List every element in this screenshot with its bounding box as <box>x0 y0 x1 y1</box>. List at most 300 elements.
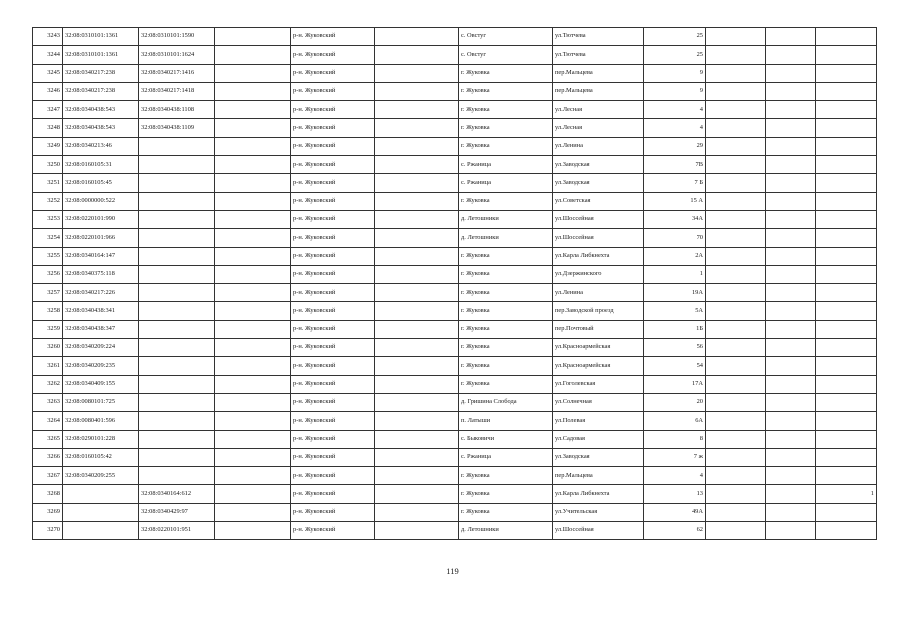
street-cell: ул.Учительская <box>553 503 644 521</box>
note-1-cell <box>706 339 766 357</box>
row-number-cell: 3251 <box>33 174 63 192</box>
cadastral-number-cell: 32:08:0220101:990 <box>63 210 139 228</box>
row-number-cell: 3259 <box>33 320 63 338</box>
note-3-cell <box>816 137 877 155</box>
extra-info-cell <box>215 503 291 521</box>
settlement-type-cell <box>375 320 459 338</box>
object-cadastral-number-cell <box>139 229 215 247</box>
locality-cell: г. Жуковка <box>459 137 553 155</box>
note-1-cell <box>706 503 766 521</box>
district-cell: р-н. Жуковский <box>291 82 375 100</box>
note-3-cell <box>816 467 877 485</box>
note-2-cell <box>766 119 816 137</box>
table-row <box>33 247 877 265</box>
settlement-type-cell <box>375 430 459 448</box>
note-3-cell <box>816 46 877 64</box>
note-1-cell <box>706 393 766 411</box>
table-row <box>33 522 877 540</box>
table-row <box>33 119 877 137</box>
note-2-cell <box>766 357 816 375</box>
note-1-cell <box>706 412 766 430</box>
table-row <box>33 467 877 485</box>
settlement-type-cell <box>375 229 459 247</box>
table-row <box>33 28 877 46</box>
note-2-cell <box>766 320 816 338</box>
note-1-cell <box>706 485 766 503</box>
settlement-type-cell <box>375 28 459 46</box>
note-3-cell <box>816 412 877 430</box>
district-cell: р-н. Жуковский <box>291 156 375 174</box>
note-1-cell <box>706 357 766 375</box>
settlement-type-cell <box>375 522 459 540</box>
row-number-cell: 3261 <box>33 357 63 375</box>
settlement-type-cell <box>375 247 459 265</box>
house-number-cell: 4 <box>644 101 706 119</box>
note-3-cell <box>816 284 877 302</box>
registry-body <box>33 28 877 540</box>
house-number-cell: 25 <box>644 46 706 64</box>
row-number-cell: 3244 <box>33 46 63 64</box>
row-number-cell: 3262 <box>33 375 63 393</box>
extra-info-cell <box>215 485 291 503</box>
house-number-cell: 7В <box>644 156 706 174</box>
settlement-type-cell <box>375 284 459 302</box>
object-cadastral-number-cell <box>139 430 215 448</box>
settlement-type-cell <box>375 467 459 485</box>
cadastral-number-cell: 32:08:0160105:42 <box>63 448 139 466</box>
table-row <box>33 448 877 466</box>
note-1-cell <box>706 229 766 247</box>
row-number-cell: 3257 <box>33 284 63 302</box>
note-2-cell <box>766 101 816 119</box>
note-3-cell <box>816 522 877 540</box>
house-number-cell: 8 <box>644 430 706 448</box>
settlement-type-cell <box>375 101 459 119</box>
settlement-type-cell <box>375 302 459 320</box>
street-cell: ул.Советская <box>553 192 644 210</box>
object-cadastral-number-cell <box>139 467 215 485</box>
note-2-cell <box>766 210 816 228</box>
extra-info-cell <box>215 247 291 265</box>
extra-info-cell <box>215 46 291 64</box>
note-3-cell <box>816 375 877 393</box>
row-number-cell: 3265 <box>33 430 63 448</box>
note-2-cell <box>766 302 816 320</box>
district-cell: р-н. Жуковский <box>291 229 375 247</box>
cadastral-number-cell: 32:08:0340209:235 <box>63 357 139 375</box>
cadastral-number-cell <box>63 522 139 540</box>
note-2-cell <box>766 412 816 430</box>
locality-cell: д. Летошники <box>459 229 553 247</box>
object-cadastral-number-cell <box>139 375 215 393</box>
note-3-cell <box>816 210 877 228</box>
cadastral-number-cell: 32:08:0340409:155 <box>63 375 139 393</box>
extra-info-cell <box>215 393 291 411</box>
extra-info-cell <box>215 210 291 228</box>
extra-info-cell <box>215 156 291 174</box>
locality-cell: г. Жуковка <box>459 247 553 265</box>
note-3-cell <box>816 64 877 82</box>
street-cell: ул.Карла Либкнехта <box>553 485 644 503</box>
note-2-cell <box>766 393 816 411</box>
locality-cell: г. Жуковка <box>459 192 553 210</box>
registry-sheet <box>32 27 877 540</box>
district-cell: р-н. Жуковский <box>291 357 375 375</box>
cadastral-number-cell: 32:08:0340375:118 <box>63 265 139 283</box>
cadastral-number-cell: 32:08:0340217:238 <box>63 64 139 82</box>
locality-cell: г. Жуковка <box>459 320 553 338</box>
object-cadastral-number-cell: 32:08:0220101:951 <box>139 522 215 540</box>
cadastral-number-cell: 32:08:0340213:46 <box>63 137 139 155</box>
row-number-cell: 3243 <box>33 28 63 46</box>
object-cadastral-number-cell <box>139 339 215 357</box>
street-cell: ул.Солнечная <box>553 393 644 411</box>
house-number-cell: 7 Б <box>644 174 706 192</box>
note-1-cell <box>706 174 766 192</box>
street-cell: пер.Мальцева <box>553 82 644 100</box>
cadastral-number-cell: 32:08:0310101:1361 <box>63 28 139 46</box>
extra-info-cell <box>215 339 291 357</box>
locality-cell: г. Жуковка <box>459 357 553 375</box>
note-2-cell <box>766 229 816 247</box>
street-cell: ул.Шоссейная <box>553 229 644 247</box>
locality-cell: г. Жуковка <box>459 467 553 485</box>
table-row <box>33 393 877 411</box>
extra-info-cell <box>215 174 291 192</box>
street-cell: ул.Дзержинского <box>553 265 644 283</box>
object-cadastral-number-cell <box>139 357 215 375</box>
settlement-type-cell <box>375 503 459 521</box>
cadastral-number-cell: 32:08:0340217:238 <box>63 82 139 100</box>
table-row <box>33 485 877 503</box>
table-row <box>33 192 877 210</box>
note-3-cell: 1 <box>816 485 877 503</box>
note-3-cell <box>816 156 877 174</box>
cadastral-number-cell: 32:08:0000000:522 <box>63 192 139 210</box>
street-cell: ул.Заводская <box>553 448 644 466</box>
district-cell: р-н. Жуковский <box>291 448 375 466</box>
street-cell: ул.Лесная <box>553 119 644 137</box>
street-cell: ул.Карла Либкнехта <box>553 247 644 265</box>
district-cell: р-н. Жуковский <box>291 265 375 283</box>
district-cell: р-н. Жуковский <box>291 46 375 64</box>
note-2-cell <box>766 339 816 357</box>
house-number-cell: 9 <box>644 64 706 82</box>
extra-info-cell <box>215 265 291 283</box>
cadastral-number-cell: 32:08:0160105:45 <box>63 174 139 192</box>
note-2-cell <box>766 82 816 100</box>
note-1-cell <box>706 137 766 155</box>
object-cadastral-number-cell <box>139 284 215 302</box>
note-3-cell <box>816 174 877 192</box>
note-1-cell <box>706 448 766 466</box>
cadastral-number-cell: 32:08:0080401:596 <box>63 412 139 430</box>
note-2-cell <box>766 46 816 64</box>
house-number-cell: 54 <box>644 357 706 375</box>
object-cadastral-number-cell: 32:08:0310101:1624 <box>139 46 215 64</box>
cadastral-number-cell: 32:08:0340438:543 <box>63 101 139 119</box>
cadastral-number-cell: 32:08:0340209:224 <box>63 339 139 357</box>
note-2-cell <box>766 247 816 265</box>
object-cadastral-number-cell <box>139 192 215 210</box>
street-cell: ул.Ленина <box>553 137 644 155</box>
cadastral-number-cell <box>63 485 139 503</box>
registry-table <box>32 27 877 540</box>
table-row <box>33 320 877 338</box>
note-1-cell <box>706 247 766 265</box>
house-number-cell: 1 <box>644 265 706 283</box>
table-row <box>33 64 877 82</box>
extra-info-cell <box>215 192 291 210</box>
note-1-cell <box>706 82 766 100</box>
note-2-cell <box>766 284 816 302</box>
note-3-cell <box>816 82 877 100</box>
object-cadastral-number-cell: 32:08:0340438:1108 <box>139 101 215 119</box>
table-row <box>33 339 877 357</box>
house-number-cell: 62 <box>644 522 706 540</box>
row-number-cell: 3270 <box>33 522 63 540</box>
row-number-cell: 3267 <box>33 467 63 485</box>
settlement-type-cell <box>375 137 459 155</box>
extra-info-cell <box>215 28 291 46</box>
note-3-cell <box>816 247 877 265</box>
cadastral-number-cell: 32:08:0220101:966 <box>63 229 139 247</box>
street-cell: ул.Тютчева <box>553 28 644 46</box>
note-3-cell <box>816 229 877 247</box>
row-number-cell: 3246 <box>33 82 63 100</box>
extra-info-cell <box>215 284 291 302</box>
note-1-cell <box>706 302 766 320</box>
house-number-cell: 49А <box>644 503 706 521</box>
note-1-cell <box>706 320 766 338</box>
district-cell: р-н. Жуковский <box>291 192 375 210</box>
note-2-cell <box>766 156 816 174</box>
object-cadastral-number-cell <box>139 412 215 430</box>
note-2-cell <box>766 375 816 393</box>
extra-info-cell <box>215 320 291 338</box>
note-1-cell <box>706 375 766 393</box>
row-number-cell: 3266 <box>33 448 63 466</box>
table-row <box>33 503 877 521</box>
row-number-cell: 3250 <box>33 156 63 174</box>
row-number-cell: 3269 <box>33 503 63 521</box>
table-row <box>33 156 877 174</box>
table-row <box>33 174 877 192</box>
street-cell: ул.Лесная <box>553 101 644 119</box>
house-number-cell: 56 <box>644 339 706 357</box>
house-number-cell: 1Б <box>644 320 706 338</box>
settlement-type-cell <box>375 357 459 375</box>
object-cadastral-number-cell <box>139 393 215 411</box>
object-cadastral-number-cell: 32:08:0340217:1416 <box>139 64 215 82</box>
object-cadastral-number-cell <box>139 156 215 174</box>
house-number-cell: 6А <box>644 412 706 430</box>
row-number-cell: 3253 <box>33 210 63 228</box>
locality-cell: г. Жуковка <box>459 64 553 82</box>
district-cell: р-н. Жуковский <box>291 485 375 503</box>
locality-cell: г. Жуковка <box>459 265 553 283</box>
row-number-cell: 3260 <box>33 339 63 357</box>
object-cadastral-number-cell <box>139 174 215 192</box>
table-row <box>33 46 877 64</box>
locality-cell: с. Ржаница <box>459 174 553 192</box>
row-number-cell: 3248 <box>33 119 63 137</box>
extra-info-cell <box>215 302 291 320</box>
settlement-type-cell <box>375 174 459 192</box>
extra-info-cell <box>215 522 291 540</box>
note-1-cell <box>706 28 766 46</box>
row-number-cell: 3252 <box>33 192 63 210</box>
street-cell: пер.Мальцева <box>553 64 644 82</box>
extra-info-cell <box>215 357 291 375</box>
note-3-cell <box>816 101 877 119</box>
object-cadastral-number-cell: 32:08:0340438:1109 <box>139 119 215 137</box>
cadastral-number-cell: 32:08:0080101:725 <box>63 393 139 411</box>
extra-info-cell <box>215 101 291 119</box>
note-3-cell <box>816 339 877 357</box>
settlement-type-cell <box>375 412 459 430</box>
street-cell: ул.Полевая <box>553 412 644 430</box>
district-cell: р-н. Жуковский <box>291 339 375 357</box>
note-3-cell <box>816 357 877 375</box>
house-number-cell: 25 <box>644 28 706 46</box>
settlement-type-cell <box>375 265 459 283</box>
house-number-cell: 17А <box>644 375 706 393</box>
note-1-cell <box>706 101 766 119</box>
table-row <box>33 210 877 228</box>
note-1-cell <box>706 156 766 174</box>
page-number: 119 <box>446 566 459 576</box>
street-cell: ул.Шоссейная <box>553 210 644 228</box>
house-number-cell: 13 <box>644 485 706 503</box>
extra-info-cell <box>215 119 291 137</box>
district-cell: р-н. Жуковский <box>291 119 375 137</box>
note-1-cell <box>706 64 766 82</box>
cadastral-number-cell: 32:08:0340164:147 <box>63 247 139 265</box>
row-number-cell: 3245 <box>33 64 63 82</box>
district-cell: р-н. Жуковский <box>291 522 375 540</box>
object-cadastral-number-cell: 32:08:0340164:612 <box>139 485 215 503</box>
district-cell: р-н. Жуковский <box>291 174 375 192</box>
extra-info-cell <box>215 137 291 155</box>
settlement-type-cell <box>375 485 459 503</box>
settlement-type-cell <box>375 119 459 137</box>
house-number-cell: 15 А <box>644 192 706 210</box>
locality-cell: г. Жуковка <box>459 503 553 521</box>
note-2-cell <box>766 522 816 540</box>
locality-cell: д. Гришина Слобода <box>459 393 553 411</box>
object-cadastral-number-cell: 32:08:0340429:97 <box>139 503 215 521</box>
note-2-cell <box>766 430 816 448</box>
district-cell: р-н. Жуковский <box>291 320 375 338</box>
note-1-cell <box>706 46 766 64</box>
locality-cell: г. Жуковка <box>459 284 553 302</box>
table-row <box>33 375 877 393</box>
street-cell: ул.Заводская <box>553 174 644 192</box>
locality-cell: с. Ржаница <box>459 448 553 466</box>
street-cell: ул.Гоголевская <box>553 375 644 393</box>
extra-info-cell <box>215 412 291 430</box>
note-2-cell <box>766 448 816 466</box>
note-1-cell <box>706 284 766 302</box>
note-2-cell <box>766 192 816 210</box>
settlement-type-cell <box>375 156 459 174</box>
locality-cell: г. Жуковка <box>459 82 553 100</box>
settlement-type-cell <box>375 393 459 411</box>
district-cell: р-н. Жуковский <box>291 393 375 411</box>
district-cell: р-н. Жуковский <box>291 64 375 82</box>
locality-cell: г. Жуковка <box>459 101 553 119</box>
note-2-cell <box>766 137 816 155</box>
cadastral-number-cell <box>63 503 139 521</box>
district-cell: р-н. Жуковский <box>291 284 375 302</box>
cadastral-number-cell: 32:08:0290101:228 <box>63 430 139 448</box>
locality-cell: д. Летошники <box>459 522 553 540</box>
note-1-cell <box>706 467 766 485</box>
district-cell: р-н. Жуковский <box>291 210 375 228</box>
extra-info-cell <box>215 467 291 485</box>
note-2-cell <box>766 64 816 82</box>
settlement-type-cell <box>375 46 459 64</box>
district-cell: р-н. Жуковский <box>291 375 375 393</box>
extra-info-cell <box>215 430 291 448</box>
note-1-cell <box>706 522 766 540</box>
table-row <box>33 265 877 283</box>
row-number-cell: 3249 <box>33 137 63 155</box>
object-cadastral-number-cell <box>139 265 215 283</box>
house-number-cell: 34А <box>644 210 706 228</box>
house-number-cell: 9 <box>644 82 706 100</box>
locality-cell: г. Жуковка <box>459 339 553 357</box>
note-3-cell <box>816 302 877 320</box>
note-3-cell <box>816 503 877 521</box>
table-row <box>33 284 877 302</box>
object-cadastral-number-cell: 32:08:0310101:1590 <box>139 28 215 46</box>
note-3-cell <box>816 192 877 210</box>
settlement-type-cell <box>375 192 459 210</box>
locality-cell: с. Овстуг <box>459 28 553 46</box>
object-cadastral-number-cell <box>139 448 215 466</box>
house-number-cell: 5А <box>644 302 706 320</box>
locality-cell: п. Латыши <box>459 412 553 430</box>
house-number-cell: 7 ж <box>644 448 706 466</box>
cadastral-number-cell: 32:08:0340438:341 <box>63 302 139 320</box>
extra-info-cell <box>215 64 291 82</box>
note-2-cell <box>766 28 816 46</box>
object-cadastral-number-cell <box>139 137 215 155</box>
locality-cell: с. Ржаница <box>459 156 553 174</box>
locality-cell: с. Быковичи <box>459 430 553 448</box>
district-cell: р-н. Жуковский <box>291 247 375 265</box>
extra-info-cell <box>215 375 291 393</box>
cadastral-number-cell: 32:08:0340438:543 <box>63 119 139 137</box>
district-cell: р-н. Жуковский <box>291 412 375 430</box>
settlement-type-cell <box>375 210 459 228</box>
street-cell: ул.Тютчева <box>553 46 644 64</box>
district-cell: р-н. Жуковский <box>291 137 375 155</box>
locality-cell: г. Жуковка <box>459 302 553 320</box>
note-3-cell <box>816 430 877 448</box>
note-3-cell <box>816 28 877 46</box>
note-3-cell <box>816 265 877 283</box>
settlement-type-cell <box>375 339 459 357</box>
locality-cell: с. Овстуг <box>459 46 553 64</box>
settlement-type-cell <box>375 82 459 100</box>
house-number-cell: 4 <box>644 467 706 485</box>
extra-info-cell <box>215 82 291 100</box>
district-cell: р-н. Жуковский <box>291 101 375 119</box>
cadastral-number-cell: 32:08:0340217:226 <box>63 284 139 302</box>
